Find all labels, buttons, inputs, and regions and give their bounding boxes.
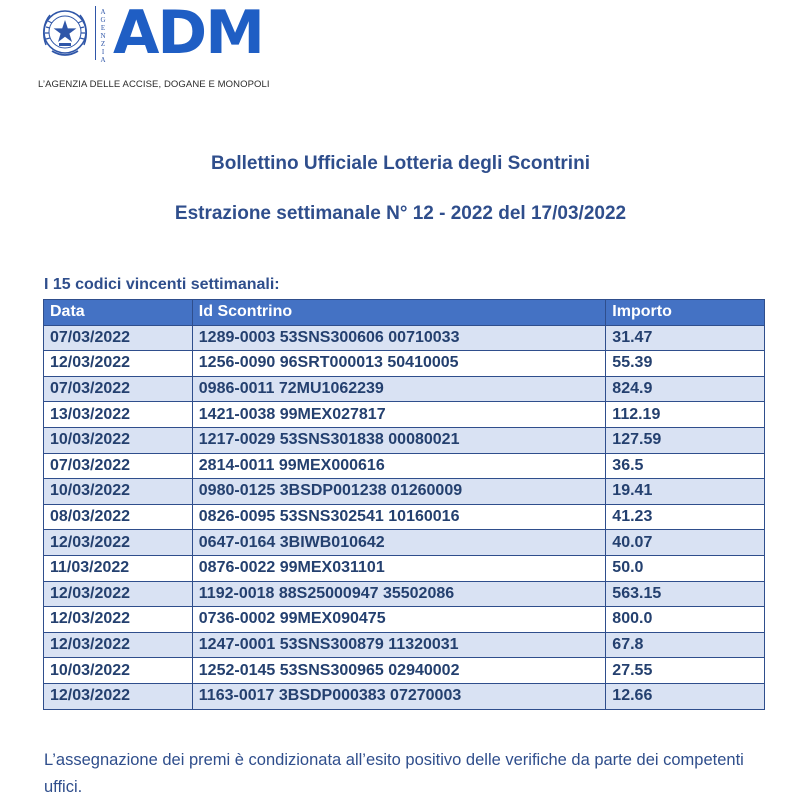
cell-data: 10/03/2022 [44, 479, 193, 505]
winning-codes-table [43, 299, 765, 710]
table-row [44, 402, 765, 428]
cell-importo: 12.66 [606, 683, 765, 709]
table-row [44, 658, 765, 684]
cell-id-scontrino: 1256-0090 96SRT000013 50410005 [192, 351, 606, 377]
table-caption: I 15 codici vincenti settimanali: [44, 276, 280, 293]
table-header-row [44, 300, 765, 326]
cell-id-scontrino: 1289-0003 53SNS300606 00710033 [192, 325, 606, 351]
cell-id-scontrino: 1217-0029 53SNS301838 00080021 [192, 427, 606, 453]
cell-importo: 824.9 [606, 376, 765, 402]
page-subtitle: Estrazione settimanale N° 12 - 2022 del 17/03/2022 [174, 203, 627, 224]
column-header-importo: Importo [606, 300, 765, 326]
cell-id-scontrino: 0980-0125 3BSDP001238 01260009 [192, 479, 606, 505]
table-row [44, 453, 765, 479]
cell-data: 11/03/2022 [44, 555, 193, 581]
cell-id-scontrino: 1192-0018 88S25000947 35502086 [192, 581, 606, 607]
table-row [44, 530, 765, 556]
cell-data: 08/03/2022 [44, 504, 193, 530]
table-row [44, 479, 765, 505]
cell-id-scontrino: 0826-0095 53SNS302541 10160016 [192, 504, 606, 530]
cell-id-scontrino: 1247-0001 53SNS300879 11320031 [192, 632, 606, 658]
cell-importo: 563.15 [606, 581, 765, 607]
cell-id-scontrino: 0736-0002 99MEX090475 [192, 607, 606, 633]
cell-importo: 19.41 [606, 479, 765, 505]
cell-importo: 127.59 [606, 427, 765, 453]
table-row [44, 632, 765, 658]
table-row [44, 427, 765, 453]
cell-importo: 50.0 [606, 555, 765, 581]
table-row [44, 683, 765, 709]
cell-data: 12/03/2022 [44, 351, 193, 377]
cell-importo: 31.47 [606, 325, 765, 351]
agency-full-name: L’AGENZIA DELLE ACCISE, DOGANE E MONOPOLI [38, 79, 270, 90]
adm-logo: ADM [113, 0, 263, 68]
cell-data: 07/03/2022 [44, 376, 193, 402]
table-row [44, 351, 765, 377]
cell-data: 12/03/2022 [44, 632, 193, 658]
cell-importo: 55.39 [606, 351, 765, 377]
table-row [44, 555, 765, 581]
cell-importo: 41.23 [606, 504, 765, 530]
column-header-id-scontrino: Id Scontrino [192, 300, 606, 326]
cell-data: 12/03/2022 [44, 683, 193, 709]
cell-data: 12/03/2022 [44, 581, 193, 607]
cell-importo: 40.07 [606, 530, 765, 556]
italian-republic-emblem-icon [38, 5, 92, 61]
header-divider [95, 6, 96, 60]
cell-data: 13/03/2022 [44, 402, 193, 428]
cell-data: 10/03/2022 [44, 427, 193, 453]
page-title: Bollettino Ufficiale Lotteria degli Scontrini [211, 153, 590, 174]
cell-data: 07/03/2022 [44, 453, 193, 479]
agency-header [38, 0, 298, 95]
cell-data: 12/03/2022 [44, 607, 193, 633]
cell-id-scontrino: 1163-0017 3BSDP000383 07270003 [192, 683, 606, 709]
cell-importo: 27.55 [606, 658, 765, 684]
table-row [44, 325, 765, 351]
cell-id-scontrino: 0876-0022 99MEX031101 [192, 555, 606, 581]
cell-importo: 800.0 [606, 607, 765, 633]
cell-data: 07/03/2022 [44, 325, 193, 351]
table-row [44, 376, 765, 402]
cell-importo: 112.19 [606, 402, 765, 428]
cell-id-scontrino: 1252-0145 53SNS300965 02940002 [192, 658, 606, 684]
cell-importo: 67.8 [606, 632, 765, 658]
column-header-data: Data [44, 300, 193, 326]
cell-id-scontrino: 0986-0011 72MU1062239 [192, 376, 606, 402]
cell-id-scontrino: 0647-0164 3BIWB010642 [192, 530, 606, 556]
prize-conditions-note: L’assegnazione dei premi è condizionata all’esito positivo delle verifiche da parte dei competenti uffici. [44, 751, 744, 796]
cell-data: 12/03/2022 [44, 530, 193, 556]
table-row [44, 581, 765, 607]
cell-importo: 36.5 [606, 453, 765, 479]
cell-data: 10/03/2022 [44, 658, 193, 684]
table-row [44, 504, 765, 530]
agenzia-vertical-label: A G E N Z I A [100, 8, 106, 64]
cell-id-scontrino: 2814-0011 99MEX000616 [192, 453, 606, 479]
cell-id-scontrino: 1421-0038 99MEX027817 [192, 402, 606, 428]
table-row [44, 607, 765, 633]
